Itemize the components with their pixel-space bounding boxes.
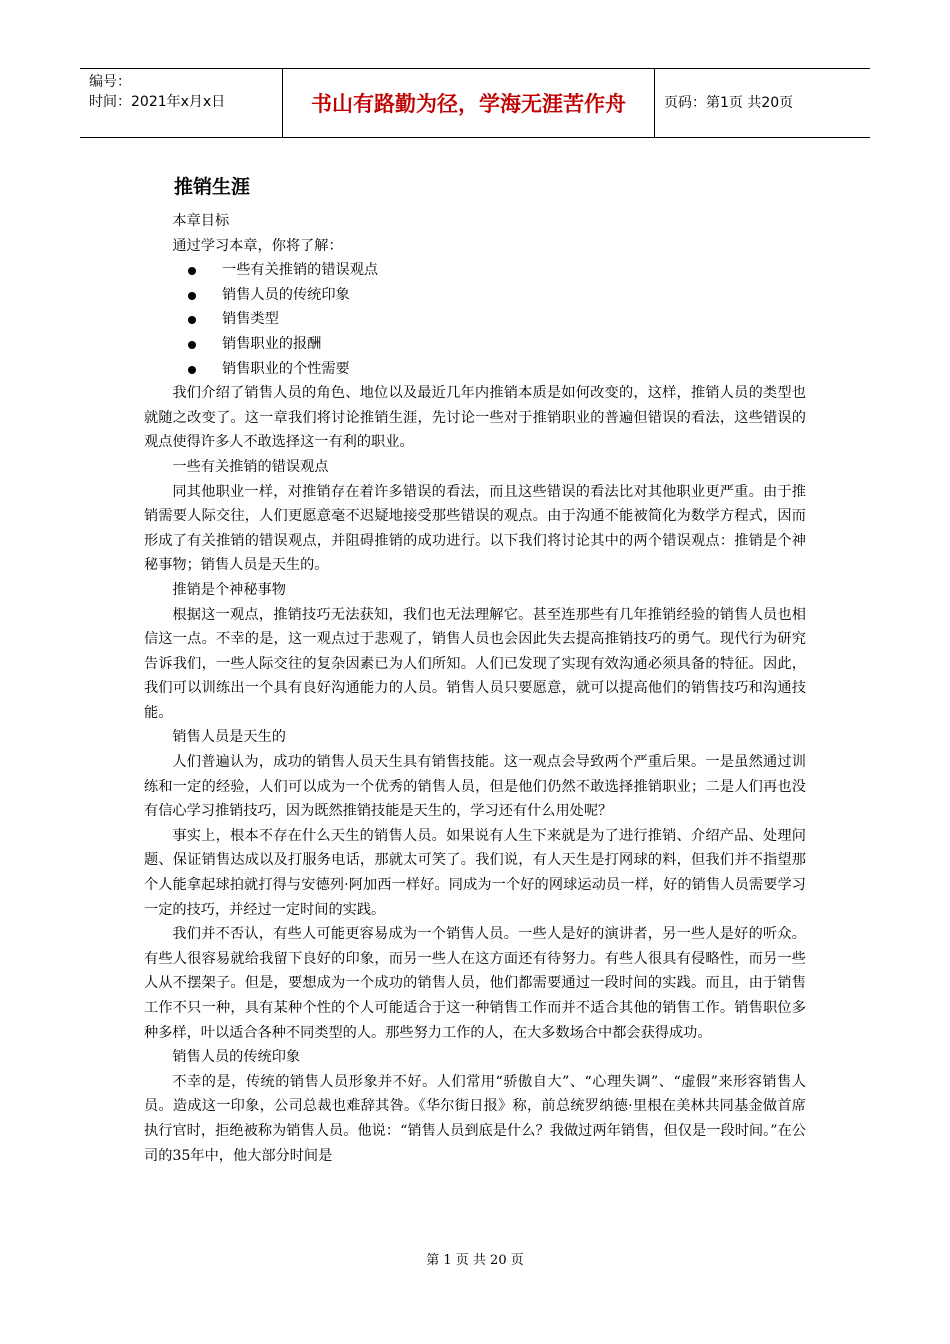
list-item-text: 销售职业的个性需要 bbox=[222, 360, 350, 377]
list-item bbox=[144, 283, 806, 308]
bullet-icon bbox=[188, 316, 196, 324]
list-item-text: 销售人员的传统印象 bbox=[222, 286, 350, 303]
page-footer: 第 1 页 共 20 页 bbox=[426, 1253, 524, 1268]
body-paragraph: 根据这一观点，推销技巧无法获知，我们也无法理解它。甚至连那些有几年推销经验的销售人员也相信这一点。不幸的是，这一观点过于悲观了，销售人员也会因此失去提高推销技巧的勇气。现代行为研究告诉我们，一些人际交往的复杂因素已为人们所知。人们已发现了实现有效沟通必须具备的特征。因此，我们可以训练出一个具有良好沟通能力的人员。销售人员只要愿意，就可以提高他们的销售技巧和沟通技能。 bbox=[144, 606, 806, 721]
bullet-icon bbox=[188, 366, 196, 374]
bullet-icon bbox=[188, 267, 196, 275]
body-paragraph: 事实上，根本不存在什么天生的销售人员。如果说有人生下来就是为了进行推销、介绍产品、处理问题、保证销售达成以及打服务电话，那就太可笑了。我们说，有人天生是打网球的料，但我们并不指望那个人能拿起球拍就打得与安德列·阿加西一样好。同成为一个好的网球运动员一样，好的销售人员需要学习一定的技巧，并经过一定时间的实践。 bbox=[144, 827, 806, 918]
page-header bbox=[80, 68, 870, 138]
body-paragraph: 我们介绍了销售人员的角色、地位以及最近几年内推销本质是如何改变的，这样，推销人员的类型也就随之改变了。这一章我们将讨论推销生涯，先讨论一些对于推销职业的普遍但错误的看法，这些错误的观点使得许多人不敢选择这一有利的职业。 bbox=[144, 385, 806, 451]
header-meta bbox=[80, 69, 282, 137]
document-date: 时间：2021年x月x日 bbox=[89, 94, 226, 110]
body-paragraph: 我们并不否认，有些人可能更容易成为一个销售人员。一些人是好的演讲者，另一些人是好的听众。有些人很容易就给我留下良好的印象，而另一些人在这方面还有待努力。有些人很具有侵略性，而另一些人从不摆架子。但是，要想成为一个成功的销售人员，他们都需要通过一段时间的实践。而且，由于销售工作不只一种，具有某种个性的个人可能适合于这一种销售工作而并不适合其他的销售工作。销售职位多种多样，叶以适合各种不同类型的人。那些努力工作的人，在大多数场合中都会获得成功。 bbox=[144, 926, 806, 1041]
objectives-heading: 本章目标 bbox=[172, 213, 230, 229]
list-item bbox=[144, 357, 806, 382]
list-item bbox=[144, 332, 806, 357]
body-paragraph: 人们普遍认为，成功的销售人员天生具有销售技能。这一观点会导致两个严重后果。一是虽然通过训练和一定的经验，人们可以成为一个优秀的销售人员，但是他们仍然不敢选择推销职业；二是人们再也没有信心学习推销技巧，因为既然推销技能是天生的，学习还有什么用处呢？ bbox=[144, 754, 806, 820]
section-heading: 推销是个神秘事物 bbox=[172, 581, 286, 598]
objectives-list bbox=[144, 258, 806, 381]
header-page-info: 页码：第1页 共20页 bbox=[664, 95, 794, 111]
body-paragraph: 同其他职业一样，对推销存在着许多错误的看法，而且这些错误的看法比对其他职业更严重。由于推销需要人际交往，人们更愿意毫不迟疑地接受那些错误的观点。由于沟通不能被简化为数学方程式，因而形成了有关推销的错误观点，并阻碍推销的成功进行。以下我们将讨论其中的两个错误观点：推销是个神秘事物；销售人员是天生的。 bbox=[144, 483, 806, 574]
list-item bbox=[144, 307, 806, 332]
list-item-text: 一些有关推销的错误观点 bbox=[222, 262, 379, 279]
list-item-text: 销售类型 bbox=[222, 311, 279, 328]
bullet-icon bbox=[188, 292, 196, 300]
bullet-icon bbox=[188, 341, 196, 349]
document-number-label: 编号： bbox=[89, 74, 131, 90]
section-heading: 销售人员的传统印象 bbox=[172, 1049, 301, 1066]
body-paragraph: 不幸的是，传统的销售人员形象并不好。人们常用“骄傲自大”、“心理失调”、“虚假”来形容销售人员。造成这一印象，公司总裁也难辞其咎。《华尔街日报》称，前总统罗纳德·里根在美林共同基金做首席执行官时，拒绝被称为销售人员。他说：“销售人员到底是什么？我做过两年销售，但仅是一段时间。”在公司的35年中，他大部分时间是 bbox=[144, 1073, 806, 1164]
section-heading: 销售人员是天生的 bbox=[172, 729, 286, 746]
intro-line: 通过学习本章，你将了解： bbox=[172, 237, 343, 254]
section-heading: 一些有关推销的错误观点 bbox=[172, 458, 329, 475]
list-item-text: 销售职业的报酬 bbox=[222, 335, 322, 352]
header-motto: 书山有路勤为径，学海无涯苦作舟 bbox=[282, 69, 655, 137]
list-item bbox=[144, 258, 806, 283]
document-title: 推销生涯 bbox=[174, 176, 251, 198]
document-body bbox=[144, 209, 806, 1168]
